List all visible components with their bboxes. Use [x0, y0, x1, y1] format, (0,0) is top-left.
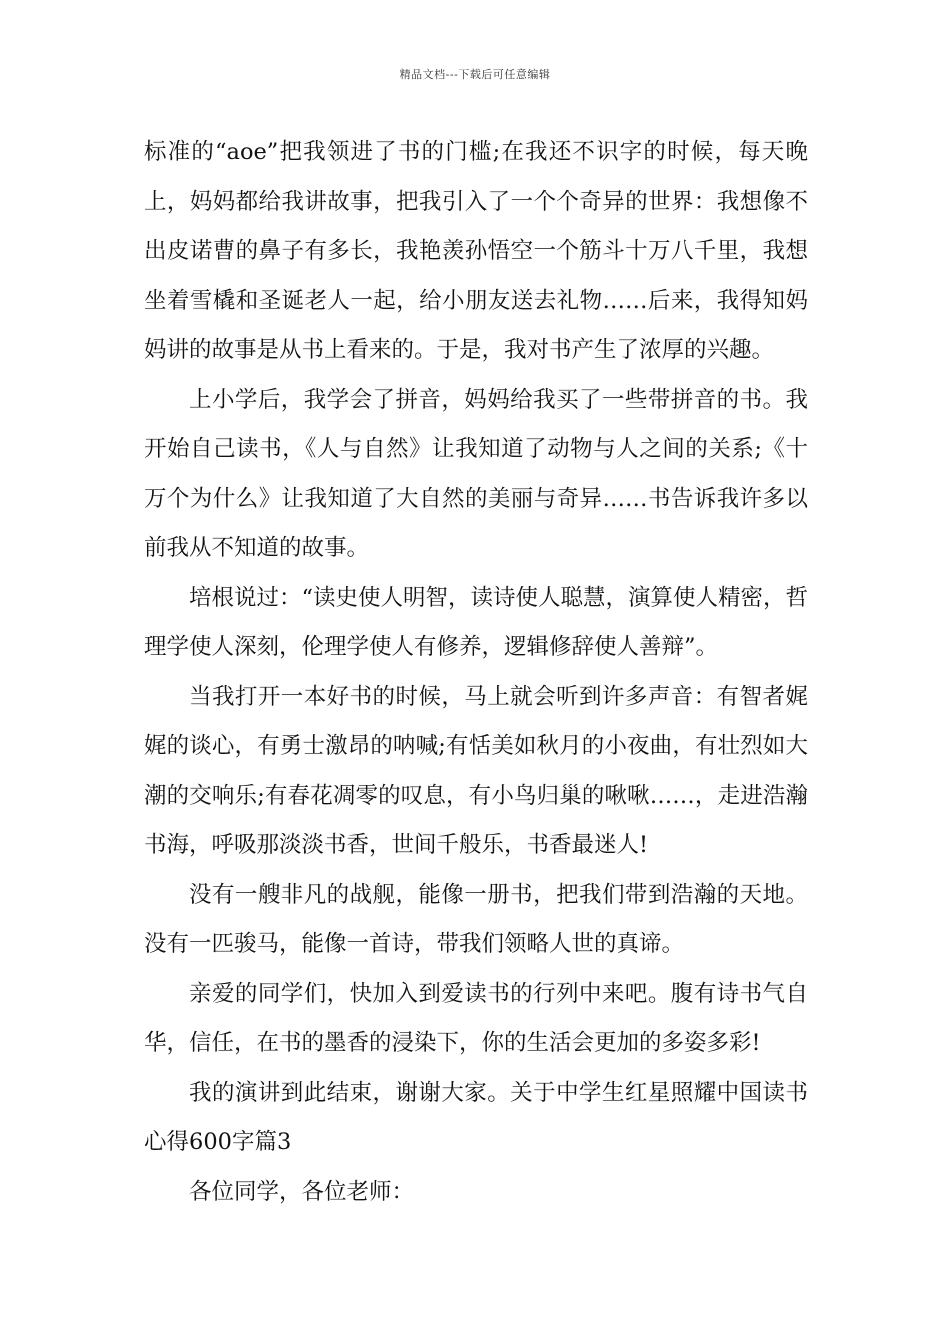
paragraph-2: 上小学后，我学会了拼音，妈妈给我买了一些带拼音的书。我开始自己读书，《人与自然》让我知道了动物与人之间的关系;《十万个为什么》让我知道了大自然的美丽与奇异……书告诉我许多以前我从不知道的故事。: [144, 386, 808, 561]
paragraph-8: 各位同学，各位老师：: [189, 1178, 415, 1205]
paragraph-3: 培根说过：“读史使人明智，读诗使人聪慧，演算使人精密，哲理学使人深刻，伦理学使人有修养，逻辑修辞使人善辩”。: [144, 584, 809, 660]
paragraph-4: 当我打开一本好书的时候，马上就会听到许多声音：有智者娓娓的谈心，有勇士激昂的呐喊;有恬美如秋月的小夜曲，有壮烈如大潮的交响乐;有春花凋零的叹息，有小鸟归巢的啾啾……，走进浩瀚书海，呼吸那淡淡书香，世间千般乐，书香最迷人!: [144, 683, 808, 858]
paragraph-6: 亲爱的同学们，快加入到爱读书的行列中来吧。腹有诗书气自华，信任，在书的墨香的浸染下，你的生活会更加的多姿多彩!: [144, 980, 808, 1056]
paragraph-5: 没有一艘非凡的战舰，能像一册书，把我们带到浩瀚的天地。没有一匹骏马，能像一首诗，带我们领略人世的真谛。: [144, 881, 808, 957]
document-body: [144, 128, 808, 1217]
paragraph-7: 我的演讲到此结束，谢谢大家。关于中学生红星照耀中国读书心得600字篇3: [144, 1079, 808, 1155]
page-header: 精品文档---下载后可任意编辑: [399, 68, 551, 81]
paragraph-1: 标准的“aoe”把我领进了书的门槛;在我还不识字的时候，每天晚上，妈妈都给我讲故事，把我引入了一个个奇异的世界：我想像不出皮诺曹的鼻子有多长，我艳羡孙悟空一个筋斗十万八千里，我想坐着雪橇和圣诞老人一起，给小朋友送去礼物……后来，我得知妈妈讲的故事是从书上看来的。于是，我对书产生了浓厚的兴趣。: [144, 139, 808, 363]
